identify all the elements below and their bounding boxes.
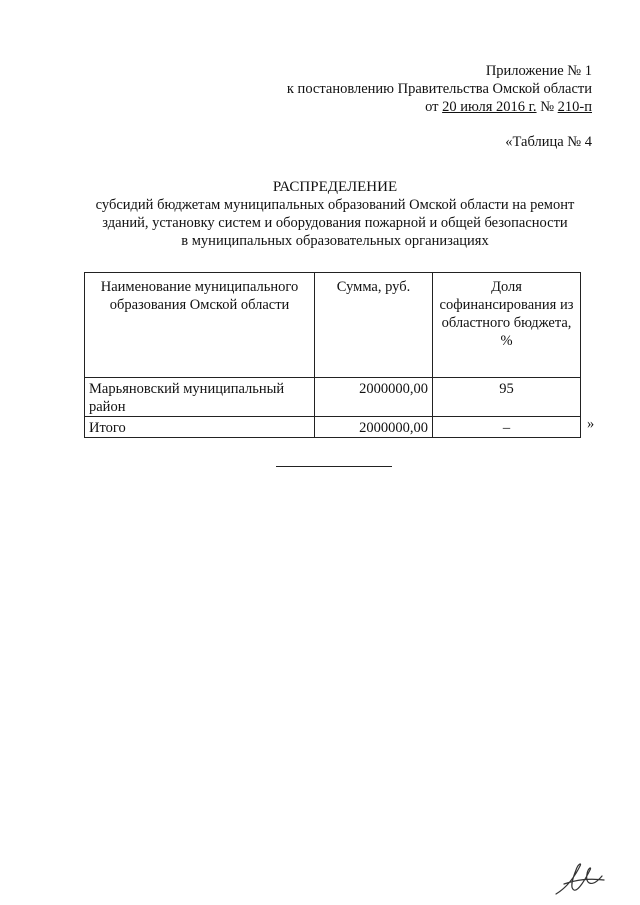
- document-title: [40, 178, 630, 250]
- divider-line: [276, 466, 392, 467]
- cell-municipality: Марьяновский муниципальный район: [85, 378, 315, 417]
- title-line-2: зданий, установку систем и оборудования пожарной и общей безопасности: [102, 215, 568, 231]
- resolution-date-line: [425, 98, 592, 116]
- title-line-1: субсидий бюджетам муниципальных образований Омской области на ремонт: [95, 197, 575, 213]
- cell-share: 95: [433, 378, 581, 417]
- table-row: [85, 378, 581, 417]
- closing-quote: »: [587, 416, 595, 432]
- cell-sum: 2000000,00: [315, 378, 433, 417]
- appendix-number: Приложение № 1: [485, 63, 592, 79]
- cell-total-sum: 2000000,00: [315, 417, 433, 438]
- title-line-3: в муниципальных образовательных организациях: [181, 233, 489, 249]
- signature-icon: [552, 858, 608, 898]
- column-header-share: Доля софинансирования из областного бюджета, %: [433, 273, 581, 378]
- cell-total-share: –: [433, 417, 581, 438]
- date-prefix: от: [425, 99, 439, 115]
- title-heading: РАСПРЕДЕЛЕНИЕ: [272, 179, 398, 195]
- resolution-reference: к постановлению Правительства Омской области: [286, 81, 592, 97]
- subsidy-table: [84, 272, 581, 438]
- table-total-row: [85, 417, 581, 438]
- column-header-sum: Сумма, руб.: [315, 273, 433, 378]
- cell-total-label: Итого: [85, 417, 315, 438]
- resolution-number: 210-п: [557, 99, 592, 115]
- resolution-date: 20 июля 2016 г.: [442, 99, 537, 115]
- table-label: «Таблица № 4: [505, 134, 592, 150]
- number-prefix: №: [540, 99, 555, 115]
- column-header-name: Наименование муниципального образования Омской области: [85, 273, 315, 378]
- table-header-row: [85, 273, 581, 378]
